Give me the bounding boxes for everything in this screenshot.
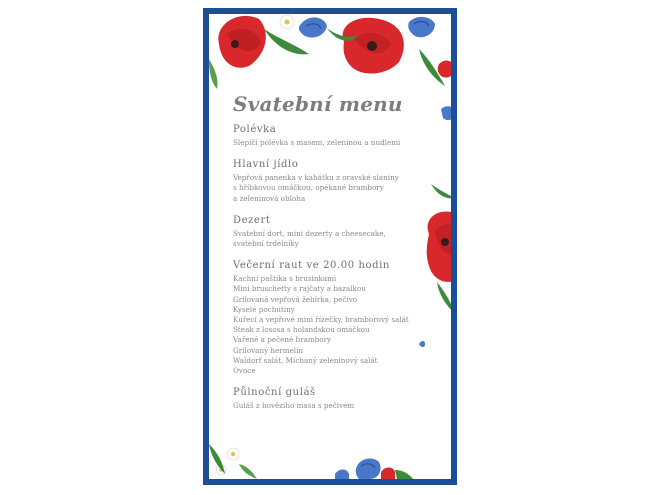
daisy-icon [280, 15, 294, 29]
menu-section-soup [233, 124, 443, 148]
menu-item: Kuřecí a vepřové mini řízečky, bramborový salát [233, 315, 409, 325]
menu-section-dessert [233, 215, 443, 249]
menu-section-main-course [233, 159, 443, 204]
menu-item: Grilovaný hermelín [233, 345, 304, 355]
poppy-icon [343, 18, 404, 74]
section-heading: Večerní raut ve 20.00 hodin [233, 260, 390, 272]
menu-item: Steak z lososa s holandskou omáčkou [233, 325, 370, 335]
section-heading: Hlavní jídlo [233, 159, 299, 171]
menu-item: a zeleninová obloha [233, 193, 306, 203]
leaf-icon [395, 470, 413, 479]
section-heading: Dezert [233, 214, 271, 226]
menu-item: Svatební dort, mini dezerty a cheesecake, [233, 228, 386, 238]
section-heading: Polévka [233, 124, 277, 135]
cornflower-icon [408, 17, 435, 37]
menu-item: Mini bruschetty s rajčaty a bazalkou [233, 284, 366, 294]
poppy-icon [381, 468, 395, 480]
daisy-icon [227, 448, 239, 460]
cornflower-icon [335, 470, 349, 480]
menu-item: Kachní paštika s brusinkami [233, 274, 337, 284]
leaf-icon [239, 464, 257, 479]
menu-item: Grilovaná vepřová žebírka, pečivo [233, 294, 358, 304]
menu-item: Slepičí polévka s masem, zeleninou a nudlemi [233, 138, 401, 147]
menu-item: Waldorf salát, Míchaný zeleninový salát [233, 355, 378, 365]
menu-item: Vepřová panenka v kabátku z oravské slaniny [233, 173, 399, 183]
menu-item: Vařené a pečené brambory [233, 335, 332, 345]
menu-section-midnight-goulash [233, 387, 443, 411]
menu-card [203, 8, 457, 485]
cornflower-icon [356, 459, 381, 479]
cornflower-icon [299, 17, 327, 37]
menu-item: Kyselé pochutiny [233, 304, 295, 314]
menu-section-evening-buffet [233, 260, 443, 376]
menu-item: svatební trdelníky [233, 239, 299, 249]
menu-item: Guláš z hovězího masa s pečivem [233, 401, 355, 411]
menu-title: Svatební menu [233, 92, 403, 116]
leaf-icon [209, 59, 218, 89]
poppy-icon [438, 61, 451, 78]
menu-content [233, 92, 443, 422]
section-heading: Půlnoční guláš [233, 387, 316, 399]
menu-item: s hříbkovou omáčkou, opékané brambory [233, 183, 384, 193]
poppy-icon [218, 16, 266, 68]
menu-item: Ovoce [233, 366, 256, 376]
